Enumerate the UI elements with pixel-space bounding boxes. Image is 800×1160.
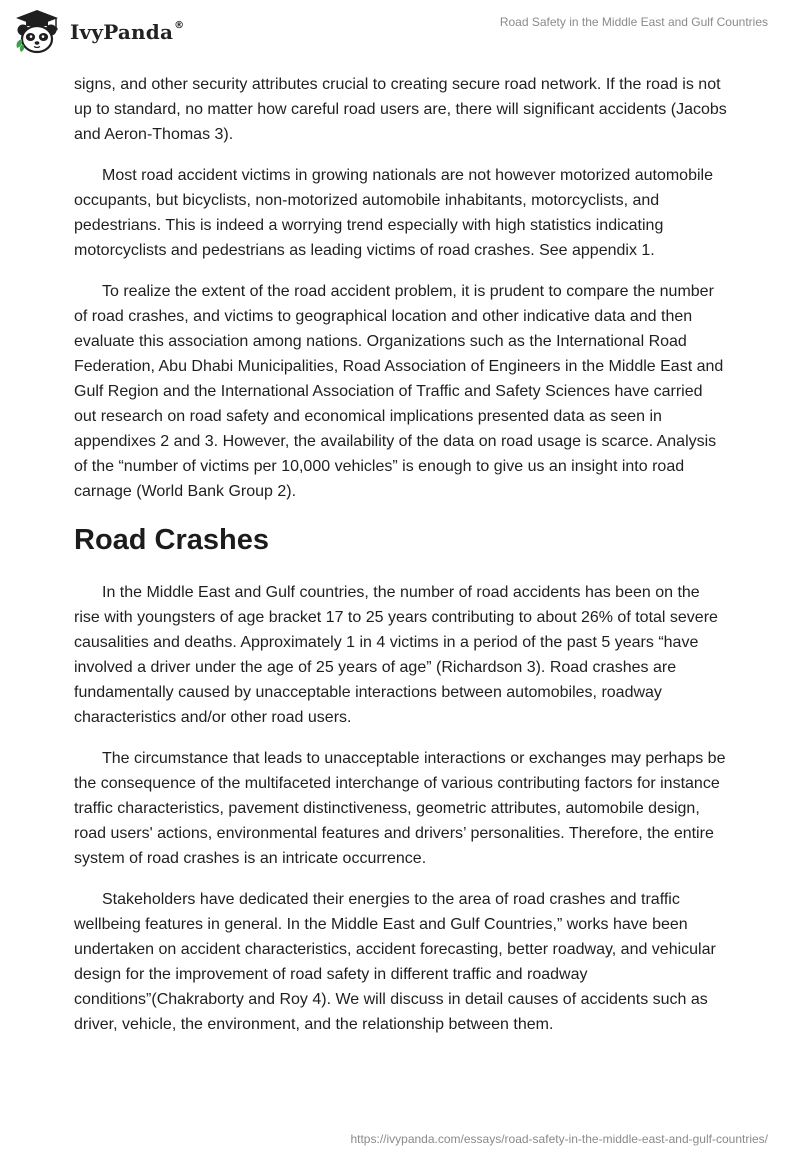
- paragraph: signs, and other security attributes crucial to creating secure road network. If the road is not up to standard, no matter how careful road users are, there will significant accidents (Jacobs and Aeron-Thomas 3).: [74, 76, 727, 143]
- panda-graduate-icon: [12, 8, 62, 56]
- paragraph: In the Middle East and Gulf countries, the number of road accidents has been on the rise with youngsters of age bracket 17 to 25 years contributing to about 26% of total severe causalities and deaths. Approximately 1 in 4 victims in a period of the past 5 years “have involved a driver under the age of 25 years of age” (Richardson 3). Road crashes are fundamentally caused by unacceptable interactions between automobiles, roadway characteristics and/or other road users.: [74, 584, 718, 726]
- paragraph: Stakeholders have dedicated their energies to the area of road crashes and traffic wellbeing features in general. In the Middle East and Gulf Countries,” works have been undertaken on accident characteristics, accident forecasting, better roadway, and vehicular design for the improvement of road safety in different traffic and roadway conditions”(Chakraborty and Roy 4). We will discuss in detail causes of accidents such as driver, vehicle, the environment, and the relationship between them.: [74, 891, 716, 1033]
- paragraph: To realize the extent of the road accident problem, it is prudent to compare the number of road crashes, and victims to geographical location and other indicative data and then evaluate this association among nations. Organizations such as the International Road Federation, Abu Dhabi Municipalities, Road Association of Engineers in the Middle East and Gulf Region and the International Association of Traffic and Safety Sciences have carried out research on road safety and economical implications presented data as seen in appendixes 2 and 3. However, the availability of the data on road usage is scarce. Analysis of the “number of victims per 10,000 vehicles” is enough to give us an insight into road carnage (World Bank Group 2).: [74, 283, 724, 500]
- page-header: [0, 0, 800, 64]
- paragraph: The circumstance that leads to unacceptable interactions or exchanges may perhaps be the consequence of the multifaceted interchange of various contributing factors for instance traffic characteristics, pavement distinctiveness, geometric attributes, automobile design, road users' actions, environmental features and drivers’ personalities. Therefore, the entire system of road crashes is an intricate occurrence.: [74, 750, 726, 867]
- paragraph: Most road accident victims in growing nationals are not however motorized automobile occupants, but bicyclists, non-motorized automobile inhabitants, motorcyclists, and pedestrians. This is indeed a worrying trend especially with high statistics indicating motorcyclists and pedestrians as leading victims of road crashes. See appendix 1.: [74, 167, 713, 259]
- source-url-link[interactable]: https://ivypanda.com/essays/road-safety-in-the-middle-east-and-gulf-countries/: [350, 1132, 768, 1146]
- section-heading: Road Crashes: [74, 524, 270, 556]
- essay-body: [74, 72, 729, 1053]
- document-title: Road Safety in the Middle East and Gulf Countries: [499, 15, 768, 29]
- brand-name: IvyPanda®: [70, 20, 185, 44]
- ivypanda-logo[interactable]: [12, 8, 184, 56]
